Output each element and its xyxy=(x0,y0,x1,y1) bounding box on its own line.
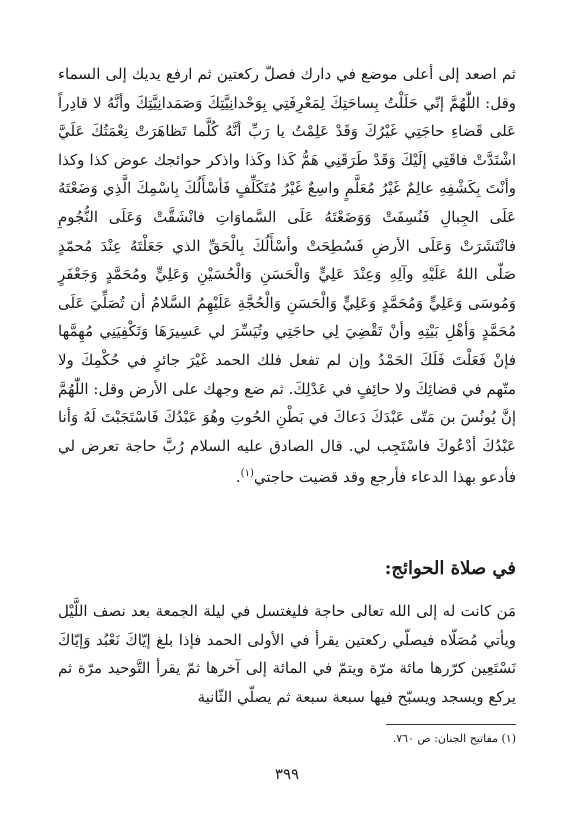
footnote-divider xyxy=(386,724,516,725)
body-paragraph: ثم اصعد إلى أعلى موضع في دارك فصلّ ركعتين ثم ارفع يديك إلى السماء وقل: اللّٰهُمَّ إنّي حَلَلْتُ بِساحَتِكَ لِمَعْرِفَتِي بِوَحْدانِيَّتِكَ وَصَمَدانِيَّتِكَ وأنَّهُ لا قادِراً عَلى قَضاءِ حاجَتِي غَيْرُكَ وَقَدْ عَلِمْتُ يا رَبِّ أنَّهُ كُلَّما تَظاهَرَتْ نِعْمَتُكَ عَلَيَّ اشْتَدَّتْ فاقَتِي إلَيْكَ وَقَدْ طَرَقَنِي هَمُّ كَذا وكَذا واذكر حوائجك عوض كذا وكذا وأنْتَ بِكَشْفِهِ عالِمٌ غَيْرُ مُعَلَّمٍ واسِعٌ غَيْرُ مُتَكَلِّفٍ فَأسْأَلُكَ بِاسْمِكَ الَّذِي وَضَعْتَهُ عَلَى الجِبالِ فَنُسِفَتْ وَوَضَعْتَهُ عَلَى السَّماوَاتِ فانْشَقَّتْ وَعَلَى النُّجُومِ فانْتَشَرَتْ وَعَلَى الأرضِ فَسُطِحَتْ وأسْأَلُكَ بِالْحَقِّ الذي جَعَلْتَهُ عِنْدَ مُحمّدٍ صَلّى اللهُ عَلَيْهِ وآلِهِ وَعِنْدَ عَلِيٍّ وَالْحَسَنِ وَالْحُسَيْنِ وَعَلِيٍّ ومُحَمَّدٍ وَجَعْفَرٍ وَمُوسَى وَعَلِيٍّ وَمُحَمَّدٍ وَعَلِيٍّ وَالْحَسَنِ وَالْحُجَّةِ عَلَيْهِمُ السَّلامُ أن تُصَلِّيَ عَلَى مُحَمَّدٍ وَأهْلِ بَيْتِهِ وأنْ تَقْضِيَ لِي حاجَتِي وتُيَسِّرَ لي عَسِيرَهَا وَتَكْفِيَنِي مُهِمَّها فإنْ فَعَلْتَ فَلَكَ الحَمْدُ وإن لم تفعل فلك الحمد غَيْرَ جائرٍ في حُكْمِكَ ولا متّهم في قضائِكَ ولا حائِفٍ في عَدْلِكَ. ثم ضع وجهك على الأرض وقل: اللّٰهُمَّ إنَّ يُونُسَ بن مَتّى عَبْدَكَ دَعاكَ في بَطْنِ الحُوتِ وهُوَ عَبْدُكَ فَاسْتَجَبْتَ لَهُ وَأنا عَبْدُكَ أدْعُوكَ فاسْتَجِب لي. قال الصادق عليه السلام رُبَّ حاجة تعرض لي فأدعو بهذا الدعاء فأرجع وقد قضيت حاجتي$^{(١)}$. xyxy=(58,65,516,487)
footnote: (١) مفاتيح الجنان: ص ٧٦٠. xyxy=(392,732,516,745)
paragraph-text: ثم اصعد إلى أعلى موضع في دارك فصلّ ركعتين ثم ارفع يديك إلى السماء وقل: اللّٰهُمَّ إنّي حَلَلْتُ بِساحَتِكَ لِمَعْرِفَتِي بِوَحْدانِيَّتِكَ وَصَمَدانِيَّتِكَ وأنَّهُ لا قادِراً عَلى قَضاءِ حاجَتِي غَيْرُكَ وَقَدْ عَلِمْتُ يا رَبِّ أنَّهُ كُلَّما تَظاهَرَتْ نِعْمَتُكَ عَلَيَّ اشْتَدَّتْ فاقَتِي إلَيْكَ وَقَدْ طَرَقَنِي هَمُّ كَذا وكَذا واذكر حوائجك عوض كذا وكذا وأنْتَ بِكَشْفِهِ عالِمٌ غَيْرُ مُعَلَّمٍ واسِعٌ غَيْرُ مُتَكَلِّفٍ فَأسْأَلُكَ بِاسْمِكَ الَّذِي وَضَعْتَهُ عَلَى الجِبالِ فَنُسِفَتْ وَوَضَعْتَهُ عَلَى السَّماوَاتِ فانْشَقَّتْ وَعَلَى النُّجُومِ فانْتَشَرَتْ وَعَلَى الأرضِ فَسُطِحَتْ وأسْأَلُكَ بِالْحَقِّ الذي جَعَلْتَهُ عِنْدَ مُحمّدٍ صَلّى اللهُ عَلَيْهِ وآلِهِ وَعِنْدَ عَلِيٍّ وَالْحَسَنِ وَالْحُسَيْنِ وَعَلِيٍّ ومُحَمَّدٍ وَجَعْفَرٍ وَمُوسَى وَعَلِيٍّ وَمُحَمَّدٍ وَعَلِيٍّ وَالْحَسَنِ وَالْحُجَّةِ عَلَيْهِمُ السَّلامُ أن تُصَلِّيَ عَلَى مُحَمَّدٍ وَأهْلِ بَيْتِهِ وأنْ تَقْضِيَ لِي حاجَتِي وتُيَسِّرَ لي عَسِيرَهَا وَتَكْفِيَنِي مُهِمَّها فإنْ فَعَلْتَ فَلَكَ الحَمْدُ وإن لم تفعل فلك الحمد غَيْرَ جائرٍ في حُكْمِكَ ولا متّهم في قضائِكَ ولا حائِفٍ في عَدْلِكَ. ثم ضع وجهك على الأرض وقل: اللّٰهُمَّ إنَّ يُونُسَ بن مَتّى عَبْدَكَ دَعاكَ في بَطْنِ الحُوتِ وهُوَ عَبْدُكَ فَاسْتَجَبْتَ لَهُ وَأنا عَبْدُكَ أدْعُوكَ فاسْتَجِب لي. قال الصادق عليه السلام رُبَّ حاجة تعرض لي فأدعو بهذا الدعاء فأرجع وقد قضيت حاجتي xyxy=(58,65,516,487)
page-number: ٣٩٩ xyxy=(274,765,300,783)
body-paragraph-2: مَن كانت له إلى الله تعالى حاجة فليغتسل في ليلة الجمعة بعد نصف اللَّيْل ويأتي مُصَلّاه فيصلّي ركعتين يقرأ في الأولى الحمد فإذا بلغ إيّاكَ نَعْبُد وَإيّاكَ نَسْتَعِين كرّرها مائة مرّة ويتمّ في المائة إلى آخرها ثمّ يقرأ التَّوحيد مرّة ثم يركع ويسجد ويسبّح فيها سبعة سبعة ثم يصلّي الثّانية xyxy=(58,602,516,706)
section-heading: في صلاة الحوائج: xyxy=(384,558,516,579)
footnote-reference: (١) xyxy=(240,468,254,480)
